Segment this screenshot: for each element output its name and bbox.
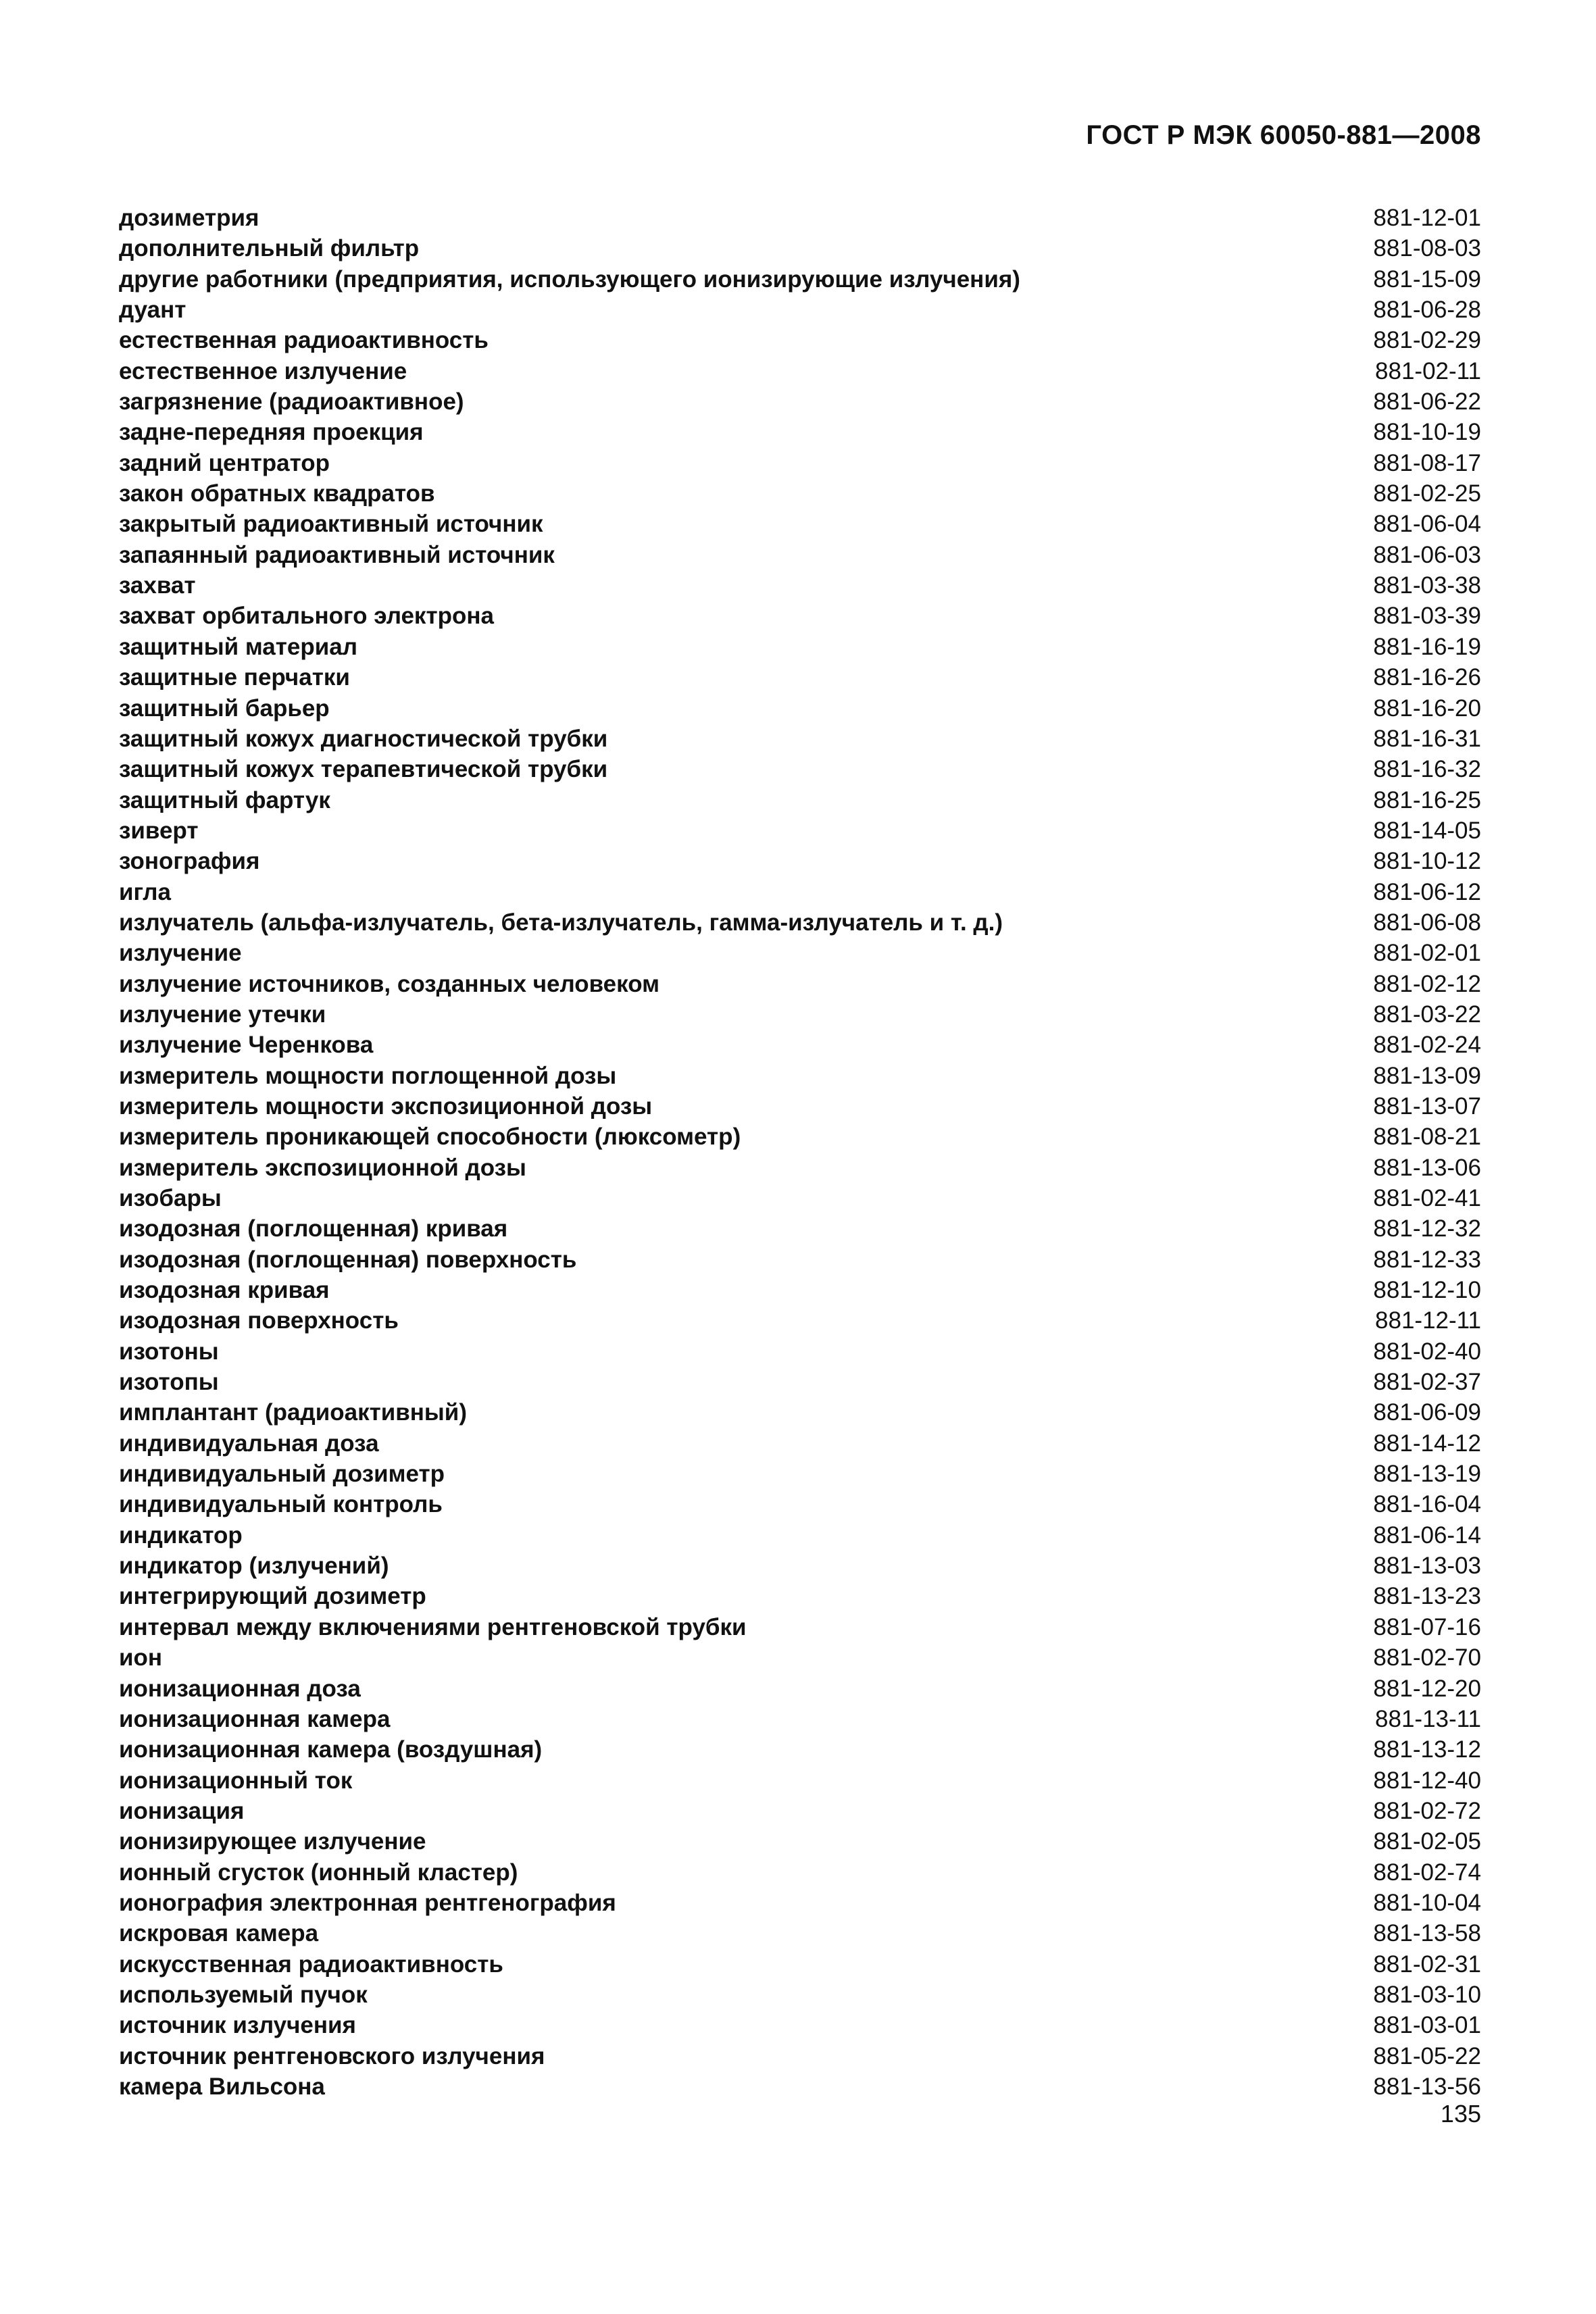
index-code: 881-12-11: [1375, 1307, 1481, 1334]
index-entry: [119, 1122, 1481, 1152]
index-term: индикатор (излучений): [119, 1553, 389, 1580]
index-term: зонография: [119, 848, 260, 875]
index-term: защитный кожух терапевтической трубки: [119, 756, 608, 783]
index-code: 881-16-25: [1373, 786, 1481, 813]
index-term: захват: [119, 572, 196, 599]
index-code: 881-03-10: [1373, 1981, 1481, 2008]
index-entry: [119, 1183, 1481, 1213]
index-term: загрязнение (радиоактивное): [119, 388, 464, 416]
index-term: индивидуальный дозиметр: [119, 1461, 445, 1488]
index-entry: [119, 1949, 1481, 1980]
index-code: 881-02-05: [1373, 1828, 1481, 1855]
index-entry: [119, 417, 1481, 447]
index-term: камера Вильсона: [119, 2073, 325, 2100]
index-code: 881-05-22: [1373, 2042, 1481, 2069]
index-term: индикатор: [119, 1521, 243, 1549]
index-term: изобары: [119, 1185, 222, 1211]
index-code: 881-07-16: [1373, 1613, 1481, 1640]
index-term: излучение Черенкова: [119, 1032, 374, 1059]
index-term: захват орбитального электрона: [119, 603, 494, 630]
index-entry: [119, 1336, 1481, 1367]
index-term: изотоны: [119, 1338, 219, 1365]
index-code: 881-13-07: [1373, 1092, 1481, 1120]
index-term: задне-передняя проекция: [119, 419, 424, 446]
index-term: источник излучения: [119, 2012, 356, 2039]
index-entry: [119, 693, 1481, 724]
index-code: 881-02-40: [1373, 1338, 1481, 1365]
index-code: 881-12-10: [1373, 1277, 1481, 1304]
index-term: излучатель (альфа-излучатель, бета-излучатель, гамма-излучатель и т. д.): [119, 909, 1003, 936]
index-term: искусственная радиоактивность: [119, 1951, 503, 1978]
index-entry: [119, 203, 1481, 233]
index-entry: [119, 2010, 1481, 2040]
index-term: измеритель экспозиционной дозы: [119, 1154, 526, 1181]
index-term: ионизационная камера (воздушная): [119, 1736, 543, 1763]
index-term: излучение утечки: [119, 1001, 326, 1028]
index-code: 881-15-09: [1373, 266, 1481, 293]
index-code: 881-12-01: [1373, 205, 1481, 231]
index-entry: [119, 1674, 1481, 1704]
index-entry: [119, 724, 1481, 754]
index-code: 881-13-09: [1373, 1062, 1481, 1089]
index-code: 881-13-06: [1373, 1154, 1481, 1181]
index-term: излучение: [119, 940, 242, 967]
index-entry: [119, 1244, 1481, 1275]
index-code: 881-03-01: [1373, 2012, 1481, 2039]
index-code: 881-03-38: [1373, 572, 1481, 599]
index-code: 881-13-03: [1373, 1553, 1481, 1580]
index-term: ионизационная камера: [119, 1705, 391, 1732]
index-code: 881-13-23: [1373, 1583, 1481, 1610]
index-entry: [119, 1857, 1481, 1888]
index-term: игла: [119, 878, 171, 905]
index-code: 881-10-04: [1373, 1889, 1481, 1916]
index-code: 881-14-12: [1373, 1430, 1481, 1457]
index-code: 881-12-33: [1373, 1246, 1481, 1273]
index-term: дуант: [119, 297, 186, 324]
index-code: 881-06-14: [1373, 1521, 1481, 1549]
index-term: естественная радиоактивность: [119, 327, 489, 354]
index-term: имплантант (радиоактивный): [119, 1399, 467, 1426]
index-term: защитные перчатки: [119, 664, 350, 691]
index-code: 881-02-41: [1373, 1185, 1481, 1211]
page-number: 135: [1440, 2100, 1481, 2128]
index-code: 881-08-21: [1373, 1124, 1481, 1151]
index-term: ионография электронная рентгенография: [119, 1889, 616, 1916]
index-term: дополнительный фильтр: [119, 235, 420, 262]
index-term: изодозная (поглощенная) кривая: [119, 1215, 508, 1242]
index-term: измеритель мощности поглощенной дозы: [119, 1062, 617, 1089]
index-entry: [119, 754, 1481, 784]
index-code: 881-03-39: [1373, 603, 1481, 630]
index-entry: [119, 233, 1481, 263]
index-term: защитный барьер: [119, 695, 330, 722]
index-code: 881-10-12: [1373, 848, 1481, 875]
index-entry: [119, 1061, 1481, 1091]
index-entry: [119, 1704, 1481, 1734]
index-entry: [119, 570, 1481, 601]
index-term: источник рентгеновского излучения: [119, 2042, 545, 2069]
index-term: индивидуальный контроль: [119, 1491, 443, 1518]
index-code: 881-06-28: [1373, 297, 1481, 324]
index-term: защитный материал: [119, 633, 357, 660]
index-entry: [119, 1459, 1481, 1489]
index-term: индивидуальная доза: [119, 1430, 379, 1457]
index-entry: [119, 846, 1481, 876]
index-code: 881-06-03: [1373, 541, 1481, 568]
index-term: изодозная (поглощенная) поверхность: [119, 1246, 577, 1273]
index-code: 881-16-20: [1373, 695, 1481, 722]
index-code: 881-02-12: [1373, 970, 1481, 997]
index-entry: [119, 1826, 1481, 1857]
index-entry: [119, 325, 1481, 355]
index-code: 881-16-26: [1373, 664, 1481, 691]
index-code: 881-10-19: [1373, 419, 1481, 446]
index-term: изотопы: [119, 1369, 219, 1396]
index-term: изодозная поверхность: [119, 1307, 399, 1334]
index-entry: [119, 601, 1481, 631]
index-entry: [119, 1367, 1481, 1397]
index-code: 881-02-72: [1373, 1797, 1481, 1824]
index-term: другие работники (предприятия, использующего ионизирующие излучения): [119, 266, 1020, 293]
index-entry: [119, 1734, 1481, 1765]
index-code: 881-12-32: [1373, 1215, 1481, 1242]
index-term: защитный фартук: [119, 786, 330, 813]
index-entry: [119, 540, 1481, 570]
index-entry: [119, 1612, 1481, 1642]
index-term: ионизационная доза: [119, 1675, 361, 1702]
index-entry: [119, 478, 1481, 509]
index-code: 881-13-11: [1375, 1705, 1481, 1732]
index-term: естественное излучение: [119, 357, 407, 384]
index-entry: [119, 448, 1481, 478]
index-term: ионный сгусток (ионный кластер): [119, 1859, 518, 1886]
index-entry: [119, 1765, 1481, 1796]
index-term: защитный кожух диагностической трубки: [119, 725, 608, 752]
index-term: используемый пучок: [119, 1981, 368, 2008]
index-code: 881-16-19: [1373, 633, 1481, 660]
index-code: 881-02-31: [1373, 1951, 1481, 1978]
index-entry: [119, 877, 1481, 907]
index-code: 881-02-37: [1373, 1369, 1481, 1396]
index-entry: [119, 1213, 1481, 1244]
index-code: 881-06-09: [1373, 1399, 1481, 1426]
index-entry: [119, 2071, 1481, 2102]
index-entry: [119, 999, 1481, 1030]
index-code: 881-16-32: [1373, 756, 1481, 783]
index-entry: [119, 1030, 1481, 1060]
index-entry: [119, 1489, 1481, 1519]
index-entry: [119, 1918, 1481, 1948]
index-term: ионизация: [119, 1797, 245, 1824]
index-entry: [119, 295, 1481, 325]
index-code: 881-08-17: [1373, 449, 1481, 476]
index-code: 881-16-31: [1373, 725, 1481, 752]
index-entry: [119, 1642, 1481, 1673]
index-term: интервал между включениями рентгеновской трубки: [119, 1613, 747, 1640]
index-code: 881-02-74: [1373, 1859, 1481, 1886]
index-term: измеритель проникающей способности (люксометр): [119, 1124, 741, 1151]
index-code: 881-13-12: [1373, 1736, 1481, 1763]
index-entry: [119, 509, 1481, 539]
index-entry: [119, 1581, 1481, 1611]
document-header: ГОСТ Р МЭК 60050-881—2008: [1086, 120, 1481, 150]
index-entry: [119, 938, 1481, 968]
index-entry: [119, 1091, 1481, 1122]
index-entry: [119, 785, 1481, 815]
index-entry: [119, 969, 1481, 999]
index-entry: [119, 1428, 1481, 1459]
index-term: измеритель мощности экспозиционной дозы: [119, 1092, 653, 1120]
index-entry: [119, 356, 1481, 386]
index-code: 881-02-11: [1375, 357, 1481, 384]
index-code: 881-14-05: [1373, 817, 1481, 844]
index-code: 881-02-24: [1373, 1032, 1481, 1059]
index-entry: [119, 2041, 1481, 2071]
index-term: запаянный радиоактивный источник: [119, 541, 555, 568]
index-entry: [119, 264, 1481, 295]
index-term: дозиметрия: [119, 205, 259, 231]
index-term: искровая камера: [119, 1920, 319, 1947]
index-entry: [119, 1153, 1481, 1183]
index-term: изодозная кривая: [119, 1277, 330, 1304]
index-code: 881-02-29: [1373, 327, 1481, 354]
index-entry: [119, 1520, 1481, 1551]
index-entry: [119, 1980, 1481, 2010]
index-code: 881-12-40: [1373, 1767, 1481, 1794]
index-term: задний центратор: [119, 449, 330, 476]
index-code: 881-13-19: [1373, 1461, 1481, 1488]
index-entry: [119, 1888, 1481, 1918]
index-term: ионизирующее излучение: [119, 1828, 426, 1855]
index-code: 881-02-01: [1373, 940, 1481, 967]
index-code: 881-16-04: [1373, 1491, 1481, 1518]
index-entry: [119, 815, 1481, 846]
index-code: 881-06-04: [1373, 511, 1481, 538]
index-term: зиверт: [119, 817, 199, 844]
index-term: ионизационный ток: [119, 1767, 353, 1794]
index-code: 881-08-03: [1373, 235, 1481, 262]
index-entry: [119, 662, 1481, 693]
index-entry: [119, 1551, 1481, 1581]
index-code: 881-06-22: [1373, 388, 1481, 416]
index-term: ион: [119, 1644, 163, 1671]
index-entry: [119, 632, 1481, 662]
index-entry: [119, 1796, 1481, 1826]
index-code: 881-03-22: [1373, 1001, 1481, 1028]
index-code: 881-06-12: [1373, 878, 1481, 905]
index-term: закрытый радиоактивный источник: [119, 511, 543, 538]
index-entry: [119, 1397, 1481, 1428]
index-code: 881-13-56: [1373, 2073, 1481, 2100]
index-entry: [119, 1305, 1481, 1336]
index-code: 881-02-70: [1373, 1644, 1481, 1671]
index-code: 881-06-08: [1373, 909, 1481, 936]
index-term: интегрирующий дозиметр: [119, 1583, 426, 1610]
term-index-list: [119, 203, 1481, 2102]
index-term: излучение источников, созданных человеком: [119, 970, 660, 997]
index-entry: [119, 386, 1481, 417]
index-code: 881-12-20: [1373, 1675, 1481, 1702]
index-term: закон обратных квадратов: [119, 480, 435, 507]
index-entry: [119, 907, 1481, 938]
index-entry: [119, 1275, 1481, 1305]
index-code: 881-13-58: [1373, 1920, 1481, 1947]
index-code: 881-02-25: [1373, 480, 1481, 507]
